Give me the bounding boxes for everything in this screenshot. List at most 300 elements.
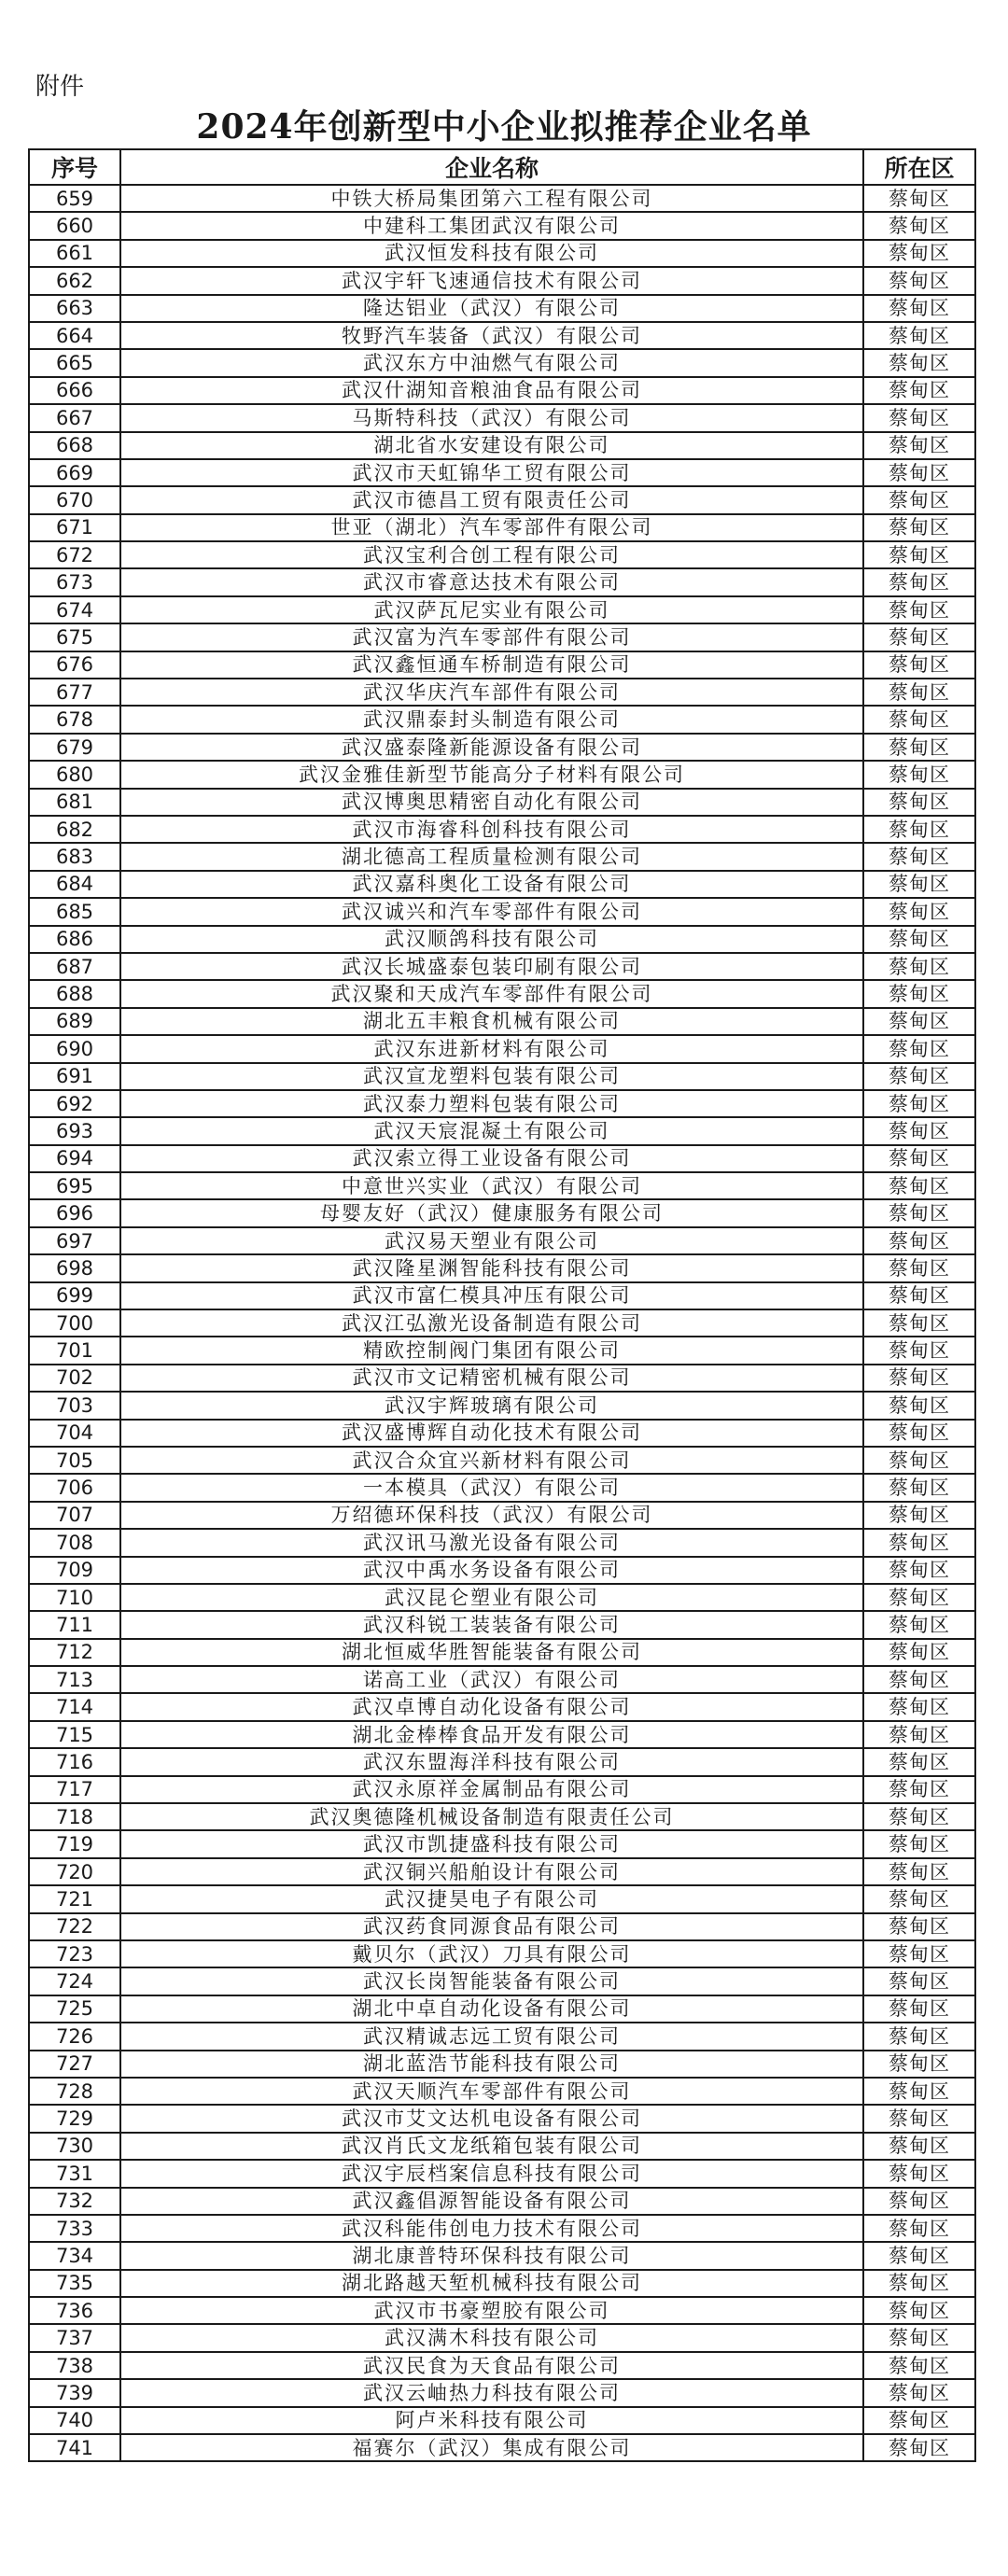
company-name: 武汉泰力塑料包装有限公司 — [120, 1090, 863, 1117]
table-row — [29, 2160, 975, 2187]
row-index: 696 — [29, 1199, 120, 1226]
table-row — [29, 2324, 975, 2351]
district: 蔡甸区 — [863, 2270, 975, 2297]
company-name: 武汉盛博辉自动化技术有限公司 — [120, 1420, 863, 1447]
district: 蔡甸区 — [863, 568, 975, 595]
district: 蔡甸区 — [863, 926, 975, 953]
company-name: 武汉铜兴船舶设计有限公司 — [120, 1858, 863, 1885]
table-row — [29, 1858, 975, 1885]
company-name: 武汉药食同源食品有限公司 — [120, 1913, 863, 1940]
company-name: 武汉卓博自动化设备有限公司 — [120, 1693, 863, 1720]
table-row — [29, 1035, 975, 1062]
district: 蔡甸区 — [863, 1995, 975, 2023]
district: 蔡甸区 — [863, 1117, 975, 1144]
table-row — [29, 349, 975, 376]
company-name: 武汉市文记精密机械有限公司 — [120, 1365, 863, 1392]
row-index: 718 — [29, 1803, 120, 1830]
district: 蔡甸区 — [863, 1885, 975, 1912]
table-row — [29, 267, 975, 294]
district: 蔡甸区 — [863, 185, 975, 212]
company-name: 武汉科锐工装装备有限公司 — [120, 1611, 863, 1638]
district: 蔡甸区 — [863, 679, 975, 706]
district: 蔡甸区 — [863, 1063, 975, 1090]
district: 蔡甸区 — [863, 898, 975, 925]
table-row — [29, 2352, 975, 2379]
table-header-row — [29, 149, 975, 185]
row-index: 712 — [29, 1639, 120, 1666]
row-index: 705 — [29, 1447, 120, 1474]
district: 蔡甸区 — [863, 1830, 975, 1857]
table-row — [29, 1365, 975, 1392]
table-row — [29, 514, 975, 541]
district: 蔡甸区 — [863, 2023, 975, 2050]
district: 蔡甸区 — [863, 1639, 975, 1666]
row-index: 707 — [29, 1502, 120, 1529]
table-row — [29, 1090, 975, 1117]
row-index: 671 — [29, 514, 120, 541]
company-name: 武汉东方中油燃气有限公司 — [120, 349, 863, 376]
row-index: 723 — [29, 1940, 120, 1967]
table-row — [29, 1309, 975, 1337]
row-index: 689 — [29, 1008, 120, 1035]
row-index: 694 — [29, 1145, 120, 1172]
company-name: 武汉鼎泰封头制造有限公司 — [120, 706, 863, 733]
table-row — [29, 1611, 975, 1638]
row-index: 670 — [29, 486, 120, 513]
row-index: 668 — [29, 432, 120, 459]
row-index: 701 — [29, 1337, 120, 1364]
row-index: 717 — [29, 1776, 120, 1803]
company-name: 湖北金棒棒食品开发有限公司 — [120, 1721, 863, 1748]
row-index: 710 — [29, 1584, 120, 1611]
company-name: 武汉金雅佳新型节能高分子材料有限公司 — [120, 761, 863, 788]
company-name: 武汉顺鸽科技有限公司 — [120, 926, 863, 953]
district: 蔡甸区 — [863, 541, 975, 568]
table-row — [29, 816, 975, 843]
company-name: 武汉长岗智能装备有限公司 — [120, 1967, 863, 1995]
company-name: 武汉科能伟创电力技术有限公司 — [120, 2215, 863, 2242]
row-index: 690 — [29, 1035, 120, 1062]
district: 蔡甸区 — [863, 2105, 975, 2132]
row-index: 697 — [29, 1227, 120, 1254]
district: 蔡甸区 — [863, 1254, 975, 1281]
row-index: 721 — [29, 1885, 120, 1912]
district: 蔡甸区 — [863, 2188, 975, 2215]
row-index: 675 — [29, 623, 120, 651]
row-index: 691 — [29, 1063, 120, 1090]
district: 蔡甸区 — [863, 1693, 975, 1720]
row-index: 673 — [29, 568, 120, 595]
company-name: 湖北康普特环保科技有限公司 — [120, 2242, 863, 2269]
row-index: 659 — [29, 185, 120, 212]
table-row — [29, 322, 975, 349]
table-row — [29, 1008, 975, 1035]
table-row — [29, 377, 975, 404]
district: 蔡甸区 — [863, 1858, 975, 1885]
company-name: 湖北蓝浩节能科技有限公司 — [120, 2051, 863, 2078]
table-row — [29, 1282, 975, 1309]
company-name: 母婴友好（武汉）健康服务有限公司 — [120, 1199, 863, 1226]
row-index: 733 — [29, 2215, 120, 2242]
company-name: 湖北恒威华胜智能装备有限公司 — [120, 1639, 863, 1666]
company-name: 武汉云岫热力科技有限公司 — [120, 2379, 863, 2406]
row-index: 677 — [29, 679, 120, 706]
district: 蔡甸区 — [863, 240, 975, 267]
company-name: 武汉天顺汽车零部件有限公司 — [120, 2078, 863, 2105]
row-index: 702 — [29, 1365, 120, 1392]
district: 蔡甸区 — [863, 1227, 975, 1254]
row-index: 740 — [29, 2407, 120, 2434]
row-index: 711 — [29, 1611, 120, 1638]
company-name: 武汉盛泰隆新能源设备有限公司 — [120, 734, 863, 761]
district: 蔡甸区 — [863, 2297, 975, 2324]
company-name: 武汉市天虹锦华工贸有限公司 — [120, 459, 863, 486]
company-name: 隆达铝业（武汉）有限公司 — [120, 295, 863, 322]
table-row — [29, 1803, 975, 1830]
row-index: 682 — [29, 816, 120, 843]
company-name: 武汉博奥思精密自动化有限公司 — [120, 789, 863, 816]
district: 蔡甸区 — [863, 2133, 975, 2160]
table-row — [29, 1693, 975, 1720]
table-row — [29, 2105, 975, 2132]
table-row — [29, 2407, 975, 2434]
district: 蔡甸区 — [863, 349, 975, 376]
company-name: 武汉华庆汽车部件有限公司 — [120, 679, 863, 706]
company-name: 一本模具（武汉）有限公司 — [120, 1474, 863, 1501]
row-index: 732 — [29, 2188, 120, 2215]
row-index: 684 — [29, 871, 120, 898]
company-name: 牧野汽车装备（武汉）有限公司 — [120, 322, 863, 349]
header-company-name: 企业名称 — [120, 149, 863, 185]
table-row — [29, 2051, 975, 2078]
table-row — [29, 404, 975, 431]
company-name: 湖北路越天堑机械科技有限公司 — [120, 2270, 863, 2297]
table-row — [29, 1721, 975, 1748]
district: 蔡甸区 — [863, 2434, 975, 2461]
row-index: 679 — [29, 734, 120, 761]
company-name: 武汉市凯捷盛科技有限公司 — [120, 1830, 863, 1857]
table-row — [29, 212, 975, 239]
row-index: 726 — [29, 2023, 120, 2050]
row-index: 720 — [29, 1858, 120, 1885]
row-index: 685 — [29, 898, 120, 925]
row-index: 729 — [29, 2105, 120, 2132]
row-index: 741 — [29, 2434, 120, 2461]
company-name: 武汉永原祥金属制品有限公司 — [120, 1776, 863, 1803]
company-name: 武汉中禹水务设备有限公司 — [120, 1557, 863, 1584]
table-row — [29, 761, 975, 788]
table-row — [29, 789, 975, 816]
table-row — [29, 1776, 975, 1803]
row-index: 661 — [29, 240, 120, 267]
district: 蔡甸区 — [863, 1748, 975, 1775]
company-name: 武汉市睿意达技术有限公司 — [120, 568, 863, 595]
table-row — [29, 1913, 975, 1940]
district: 蔡甸区 — [863, 1529, 975, 1556]
district: 蔡甸区 — [863, 816, 975, 843]
district: 蔡甸区 — [863, 2051, 975, 2078]
district: 蔡甸区 — [863, 1420, 975, 1447]
row-index: 667 — [29, 404, 120, 431]
row-index: 706 — [29, 1474, 120, 1501]
row-index: 678 — [29, 706, 120, 733]
company-table — [28, 148, 976, 2462]
table-row — [29, 596, 975, 623]
table-row — [29, 185, 975, 212]
company-name: 阿卢米科技有限公司 — [120, 2407, 863, 2434]
company-name: 武汉捷昊电子有限公司 — [120, 1885, 863, 1912]
table-row — [29, 1967, 975, 1995]
row-index: 704 — [29, 1420, 120, 1447]
district: 蔡甸区 — [863, 2352, 975, 2379]
district: 蔡甸区 — [863, 322, 975, 349]
table-row — [29, 871, 975, 898]
district: 蔡甸区 — [863, 1913, 975, 1940]
table-row — [29, 1639, 975, 1666]
district: 蔡甸区 — [863, 377, 975, 404]
district: 蔡甸区 — [863, 404, 975, 431]
district: 蔡甸区 — [863, 1940, 975, 1967]
company-name: 武汉易天塑业有限公司 — [120, 1227, 863, 1254]
company-name: 武汉天宸混凝土有限公司 — [120, 1117, 863, 1144]
row-index: 669 — [29, 459, 120, 486]
row-index: 709 — [29, 1557, 120, 1584]
table-row — [29, 1666, 975, 1693]
row-index: 688 — [29, 980, 120, 1007]
row-index: 719 — [29, 1830, 120, 1857]
district: 蔡甸区 — [863, 514, 975, 541]
table-row — [29, 432, 975, 459]
row-index: 739 — [29, 2379, 120, 2406]
table-row — [29, 2078, 975, 2105]
row-index: 730 — [29, 2133, 120, 2160]
row-index: 674 — [29, 596, 120, 623]
row-index: 728 — [29, 2078, 120, 2105]
district: 蔡甸区 — [863, 1035, 975, 1062]
table-row — [29, 1172, 975, 1199]
row-index: 727 — [29, 2051, 120, 2078]
row-index: 698 — [29, 1254, 120, 1281]
district: 蔡甸区 — [863, 267, 975, 294]
company-name: 武汉合众宜兴新材料有限公司 — [120, 1447, 863, 1474]
company-name: 湖北中卓自动化设备有限公司 — [120, 1995, 863, 2023]
table-row — [29, 2023, 975, 2050]
header-index: 序号 — [29, 149, 120, 185]
district: 蔡甸区 — [863, 1776, 975, 1803]
company-name: 武汉萨瓦尼实业有限公司 — [120, 596, 863, 623]
district: 蔡甸区 — [863, 1199, 975, 1226]
district: 蔡甸区 — [863, 1967, 975, 1995]
district: 蔡甸区 — [863, 1365, 975, 1392]
company-name: 武汉讯马激光设备有限公司 — [120, 1529, 863, 1556]
company-name: 武汉嘉科奥化工设备有限公司 — [120, 871, 863, 898]
row-index: 708 — [29, 1529, 120, 1556]
district: 蔡甸区 — [863, 1611, 975, 1638]
table-row — [29, 1063, 975, 1090]
row-index: 664 — [29, 322, 120, 349]
district: 蔡甸区 — [863, 212, 975, 239]
row-index: 714 — [29, 1693, 120, 1720]
company-name: 武汉精诚志远工贸有限公司 — [120, 2023, 863, 2050]
company-name: 武汉什湖知音粮油食品有限公司 — [120, 377, 863, 404]
company-name: 万绍德环保科技（武汉）有限公司 — [120, 1502, 863, 1529]
district: 蔡甸区 — [863, 2379, 975, 2406]
table-row — [29, 1199, 975, 1226]
company-name: 诺高工业（武汉）有限公司 — [120, 1666, 863, 1693]
district: 蔡甸区 — [863, 2242, 975, 2269]
table-row — [29, 1474, 975, 1501]
district: 蔡甸区 — [863, 1803, 975, 1830]
company-name: 武汉宇轩飞速通信技术有限公司 — [120, 267, 863, 294]
district: 蔡甸区 — [863, 761, 975, 788]
table-row — [29, 898, 975, 925]
company-name: 武汉宇辰档案信息科技有限公司 — [120, 2160, 863, 2187]
table-row — [29, 1117, 975, 1144]
district: 蔡甸区 — [863, 2215, 975, 2242]
district: 蔡甸区 — [863, 1474, 975, 1501]
row-index: 695 — [29, 1172, 120, 1199]
row-index: 662 — [29, 267, 120, 294]
company-name: 武汉索立得工业设备有限公司 — [120, 1145, 863, 1172]
table-row — [29, 1392, 975, 1419]
company-name: 中铁大桥局集团第六工程有限公司 — [120, 185, 863, 212]
company-name: 武汉宝利合创工程有限公司 — [120, 541, 863, 568]
row-index: 722 — [29, 1913, 120, 1940]
company-name: 中意世兴实业（武汉）有限公司 — [120, 1172, 863, 1199]
table-row — [29, 1830, 975, 1857]
row-index: 686 — [29, 926, 120, 953]
district: 蔡甸区 — [863, 459, 975, 486]
district: 蔡甸区 — [863, 1666, 975, 1693]
table-row — [29, 541, 975, 568]
table-row — [29, 1940, 975, 1967]
district: 蔡甸区 — [863, 871, 975, 898]
district: 蔡甸区 — [863, 295, 975, 322]
company-name: 武汉市德昌工贸有限责任公司 — [120, 486, 863, 513]
row-index: 716 — [29, 1748, 120, 1775]
company-name: 武汉昆仑塑业有限公司 — [120, 1584, 863, 1611]
attachment-label: 附件 — [35, 73, 85, 101]
table-row — [29, 1885, 975, 1912]
district: 蔡甸区 — [863, 2160, 975, 2187]
table-row — [29, 1502, 975, 1529]
district: 蔡甸区 — [863, 2407, 975, 2434]
company-name: 武汉隆星渊智能科技有限公司 — [120, 1254, 863, 1281]
row-index: 738 — [29, 2352, 120, 2379]
district: 蔡甸区 — [863, 1172, 975, 1199]
row-index: 660 — [29, 212, 120, 239]
table-row — [29, 1447, 975, 1474]
company-name: 武汉东盟海洋科技有限公司 — [120, 1748, 863, 1775]
company-name: 武汉东进新材料有限公司 — [120, 1035, 863, 1062]
table-row — [29, 679, 975, 706]
table-row — [29, 980, 975, 1007]
district: 蔡甸区 — [863, 1282, 975, 1309]
row-index: 734 — [29, 2242, 120, 2269]
company-name: 湖北省水安建设有限公司 — [120, 432, 863, 459]
row-index: 731 — [29, 2160, 120, 2187]
company-name: 戴贝尔（武汉）刀具有限公司 — [120, 1940, 863, 1967]
company-name: 武汉市富仁模具冲压有限公司 — [120, 1282, 863, 1309]
district: 蔡甸区 — [863, 1721, 975, 1748]
table-row — [29, 1995, 975, 2023]
district: 蔡甸区 — [863, 596, 975, 623]
table-row — [29, 2215, 975, 2242]
row-index: 735 — [29, 2270, 120, 2297]
table-row — [29, 1557, 975, 1584]
district: 蔡甸区 — [863, 651, 975, 679]
district: 蔡甸区 — [863, 953, 975, 980]
row-index: 703 — [29, 1392, 120, 1419]
table-row — [29, 706, 975, 733]
row-index: 692 — [29, 1090, 120, 1117]
district: 蔡甸区 — [863, 1309, 975, 1337]
company-name: 湖北五丰粮食机械有限公司 — [120, 1008, 863, 1035]
district: 蔡甸区 — [863, 1008, 975, 1035]
table-row — [29, 926, 975, 953]
row-index: 736 — [29, 2297, 120, 2324]
table-row — [29, 2188, 975, 2215]
table-row — [29, 486, 975, 513]
row-index: 683 — [29, 843, 120, 870]
district: 蔡甸区 — [863, 1337, 975, 1364]
row-index: 663 — [29, 295, 120, 322]
table-row — [29, 1584, 975, 1611]
company-name: 武汉鑫恒通车桥制造有限公司 — [120, 651, 863, 679]
district: 蔡甸区 — [863, 1145, 975, 1172]
company-name: 武汉肖氏文龙纸箱包装有限公司 — [120, 2133, 863, 2160]
company-name: 武汉宇辉玻璃有限公司 — [120, 1392, 863, 1419]
company-name: 武汉长城盛泰包装印刷有限公司 — [120, 953, 863, 980]
company-name: 武汉市海睿科创科技有限公司 — [120, 816, 863, 843]
row-index: 700 — [29, 1309, 120, 1337]
company-name: 武汉聚和天成汽车零部件有限公司 — [120, 980, 863, 1007]
company-name: 中建科工集团武汉有限公司 — [120, 212, 863, 239]
company-name: 武汉富为汽车零部件有限公司 — [120, 623, 863, 651]
district: 蔡甸区 — [863, 486, 975, 513]
company-name: 武汉市艾文达机电设备有限公司 — [120, 2105, 863, 2132]
table-row — [29, 2242, 975, 2269]
row-index: 665 — [29, 349, 120, 376]
row-index: 666 — [29, 377, 120, 404]
table-row — [29, 240, 975, 267]
row-index: 681 — [29, 789, 120, 816]
district: 蔡甸区 — [863, 789, 975, 816]
company-name: 武汉诚兴和汽车零部件有限公司 — [120, 898, 863, 925]
row-index: 693 — [29, 1117, 120, 1144]
table-row — [29, 2297, 975, 2324]
district: 蔡甸区 — [863, 623, 975, 651]
table-row — [29, 2379, 975, 2406]
table-row — [29, 1227, 975, 1254]
table-row — [29, 459, 975, 486]
district: 蔡甸区 — [863, 843, 975, 870]
document-title: 2024年创新型中小企业拟推荐企业名单 — [196, 107, 812, 147]
header-district: 所在区 — [863, 149, 975, 185]
company-name: 精欧控制阀门集团有限公司 — [120, 1337, 863, 1364]
company-name: 武汉民食为天食品有限公司 — [120, 2352, 863, 2379]
row-index: 680 — [29, 761, 120, 788]
table-row — [29, 1420, 975, 1447]
row-index: 725 — [29, 1995, 120, 2023]
table-row — [29, 623, 975, 651]
table-row — [29, 1748, 975, 1775]
table-row — [29, 1254, 975, 1281]
table-row — [29, 843, 975, 870]
company-name: 武汉恒发科技有限公司 — [120, 240, 863, 267]
district: 蔡甸区 — [863, 2078, 975, 2105]
row-index: 715 — [29, 1721, 120, 1748]
